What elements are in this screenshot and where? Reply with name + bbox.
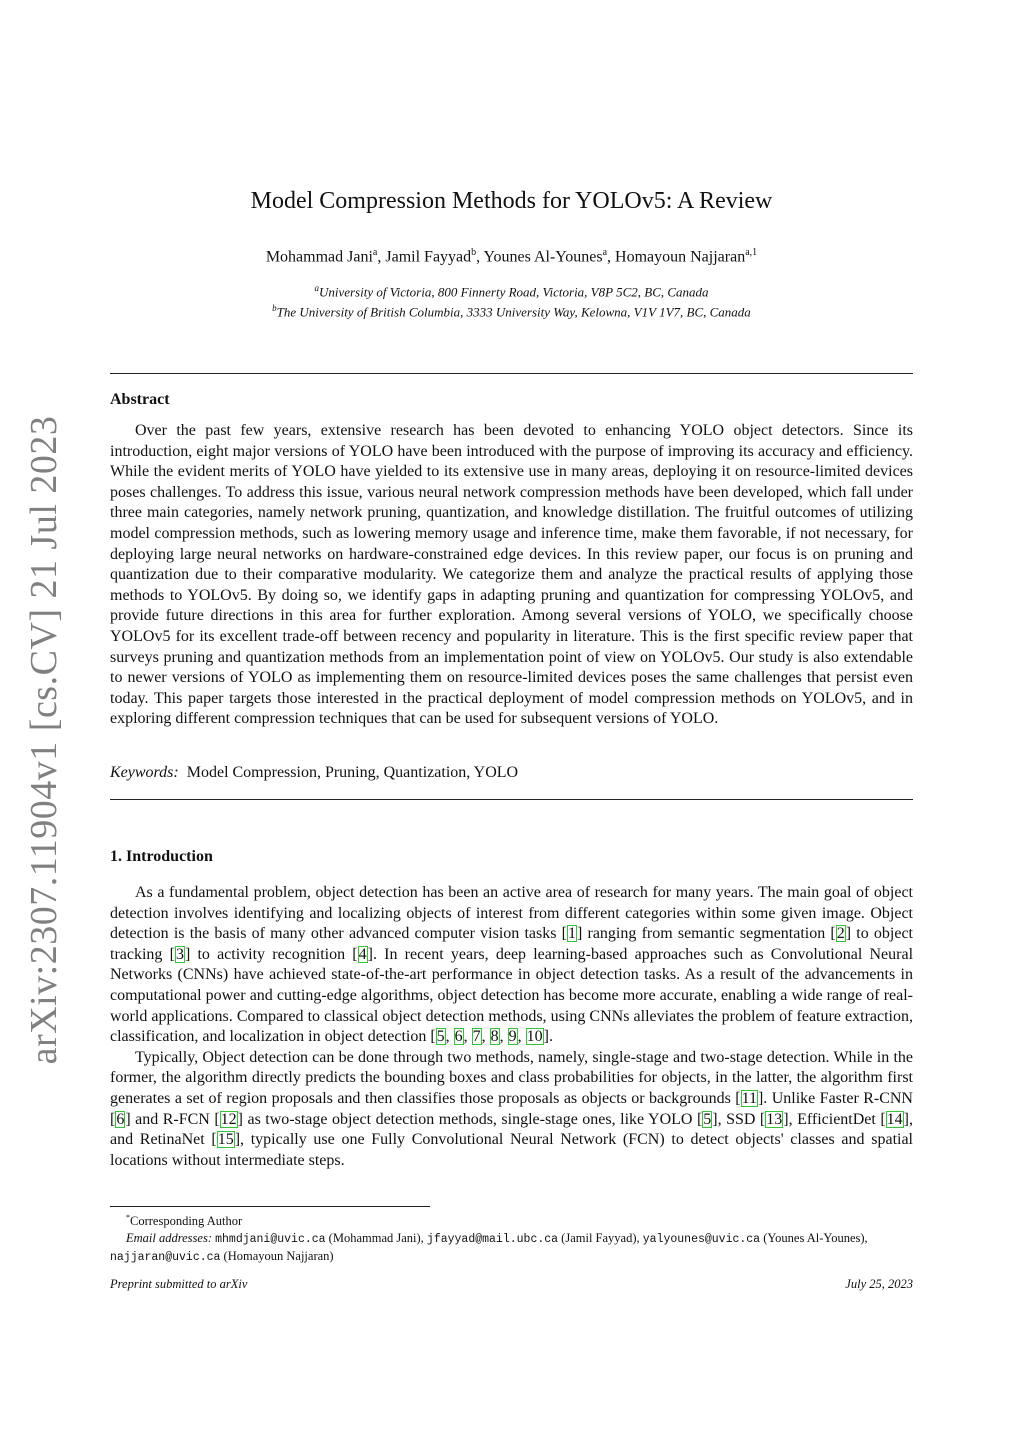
footnote-corresponding: *Corresponding Author [126,1213,243,1229]
citation-link[interactable]: 7 [472,1028,481,1046]
abstract-top-rule [110,373,913,374]
paragraph: Typically, Object detection can be done through two methods, namely, single-stage and two-stage detection. While in the former, the algorithm directly predicts the bounding boxes and class probabilities for objects, in the latter, the algorithm first generates a set of region proposals and then classifies those proposals as objects or backgrounds [11]. Unlike Faster R-CNN [6] and R-FCN [12] as two-stage object detection methods, single-stage ones, like YOLO [5], SSD [13], EfficientDet [14], and RetinaNet [15], typically use one Fully Convolutional Neural Network (FCN) to detect objects' classes and spatial locations without intermediate steps. [110,1048,914,1169]
author-affil-mark: a [602,247,608,258]
author-name: Homayoun Najjaran [615,248,746,266]
author-affil-mark: a [372,247,378,258]
author-name: Younes Al-Younes [483,248,603,266]
introduction-body [110,883,913,1171]
citation-link[interactable]: 11 [741,1089,757,1107]
citation-link[interactable]: 3 [175,945,184,963]
arxiv-identifier-stamp: arXiv:2307.11904v1 [cs.CV] 21 Jul 2023 [23,415,65,1065]
citation-link[interactable]: 8 [490,1028,499,1046]
citation-link[interactable]: 6 [454,1028,463,1046]
affiliation-text: The University of British Columbia, 3333 University Way, Kelowna, V1V 1V7, BC, Canada [276,304,751,320]
paragraph: As a fundamental problem, object detection has been an active area of research for many years. The main goal of object detection involves identifying and localizing objects of interest from different categories within some given image. Object detection is the basis of many other advanced computer vision tasks [1] ranging from semantic segmentation [2] to object tracking [3] to activity recognition [4]. In recent years, deep learning-based approaches such as Convolutional Neural Networks (CNNs) have achieved state-of-the-art performance in object detection tasks. As a result of the advancements in computational power and cutting-edge algorithms, object detection has become more accurate, enabling a wide range of real-world applications. Compared to classical object detection methods, using CNNs alleviates the problem of feature extraction, classification, and localization in object detection [5, 6, 7, 8, 9, 10]. [110,884,914,1046]
footnote-emails: Email addresses: mhmdjani@uvic.ca (Mohammad Jani), jfayyad@mail.ubc.ca (Jamil Fayyad), yalyounes@uvic.ca (Younes Al-Younes), najjaran@uvic.ca (Homayoun Najjaran) [110,1230,868,1265]
section-heading-introduction: 1. Introduction [110,848,213,865]
affiliation [110,300,913,320]
abstract-bottom-rule [110,799,913,800]
abstract-text: Over the past few years, extensive research has been devoted to enhancing YOLO object detectors. Since its introduction, eight major versions of YOLO have been introduced with the purpose of improving its accuracy and efficiency. While the evident merits of YOLO have yielded to its extensive use in many areas, deploying it on resource-limited devices poses challenges. To address this issue, various neural network compression methods have been developed, which fall under three main categories, namely network pruning, quantization, and knowledge distillation. The fruitful outcomes of utilizing model compression methods, such as lowering memory usage and inference time, make them favorable, if not necessary, for deploying large neural networks on hardware-constrained edge devices. In this review paper, our focus is on pruning and quantization due to their comparative modularity. We categorize them and analyze the practical results of applying those methods to YOLOv5. By doing so, we identify gaps in adapting pruning and quantization for compressing YOLOv5, and provide future directions in this area for further exploration. Among several versions of YOLO, we specifically choose YOLOv5 for its excellent trade-off between recency and popularity in literature. This is the first specific review paper that surveys pruning and quantization methods from an implementation point of view on YOLOv5. Our study is also extendable to newer versions of YOLO as implementing them on resource-limited devices poses the same challenges that persist even today. This paper targets those interested in the practical deployment of model compression methods on YOLOv5, and in exploring different compression techniques that can be used for subsequent versions of YOLO. [110,422,913,728]
keywords-text: Model Compression, Pruning, Quantization, YOLO [186,764,519,781]
email-label: Email addresses: [126,1230,212,1245]
paper-title: Model Compression Methods for YOLOv5: A Review [250,188,773,214]
footnotes [110,1210,913,1267]
email-link[interactable]: mhmdjani@uvic.ca [215,1232,326,1246]
citation-link[interactable]: 6 [116,1110,125,1128]
email-link[interactable]: yalyounes@uvic.ca [642,1232,761,1246]
author-affil-mark: b [471,247,477,258]
citation-link[interactable]: 1 [567,925,576,943]
citation-link[interactable]: 10 [526,1028,543,1046]
affiliation [110,280,913,300]
email-link[interactable]: najjaran@uvic.ca [110,1251,221,1265]
footnote-rule [110,1206,430,1207]
citation-link[interactable]: 13 [766,1110,783,1128]
author-affil-mark: a,1 [745,247,758,258]
author-name: Mohammad Jani [265,248,373,266]
citation-link[interactable]: 9 [508,1028,517,1046]
affiliation-mark: a [314,283,319,293]
citation-link[interactable]: 12 [220,1110,237,1128]
citation-link[interactable]: 4 [358,945,367,963]
author-list: Mohammad Jani$^a$, Jamil Fayyad$^b$, Younes Al-Younes$^a$, Homayoun Najjaran$^{a,1}$ [265,247,758,266]
affiliation-list [110,280,913,321]
email-link[interactable]: jfayyad@mail.ubc.ca [426,1232,559,1246]
affiliation-mark: b [272,303,277,314]
citation-link[interactable]: 5 [703,1110,712,1128]
keywords [110,763,913,783]
abstract-heading: Abstract [110,391,170,408]
citation-link[interactable]: 15 [217,1131,234,1149]
citation-link[interactable]: 14 [886,1110,903,1128]
author-name: Jamil Fayyad [385,248,472,266]
footer-date: July 25, 2023 [845,1277,913,1291]
affiliation-text: University of Victoria, 800 Finnerty Road, Victoria, V8P 5C2, BC, Canada [318,284,709,300]
footer-preprint-note: Preprint submitted to arXiv [110,1277,248,1291]
citation-link[interactable]: 2 [836,925,845,943]
citation-link[interactable]: 5 [436,1028,445,1046]
keywords-label: Keywords: [110,764,179,781]
